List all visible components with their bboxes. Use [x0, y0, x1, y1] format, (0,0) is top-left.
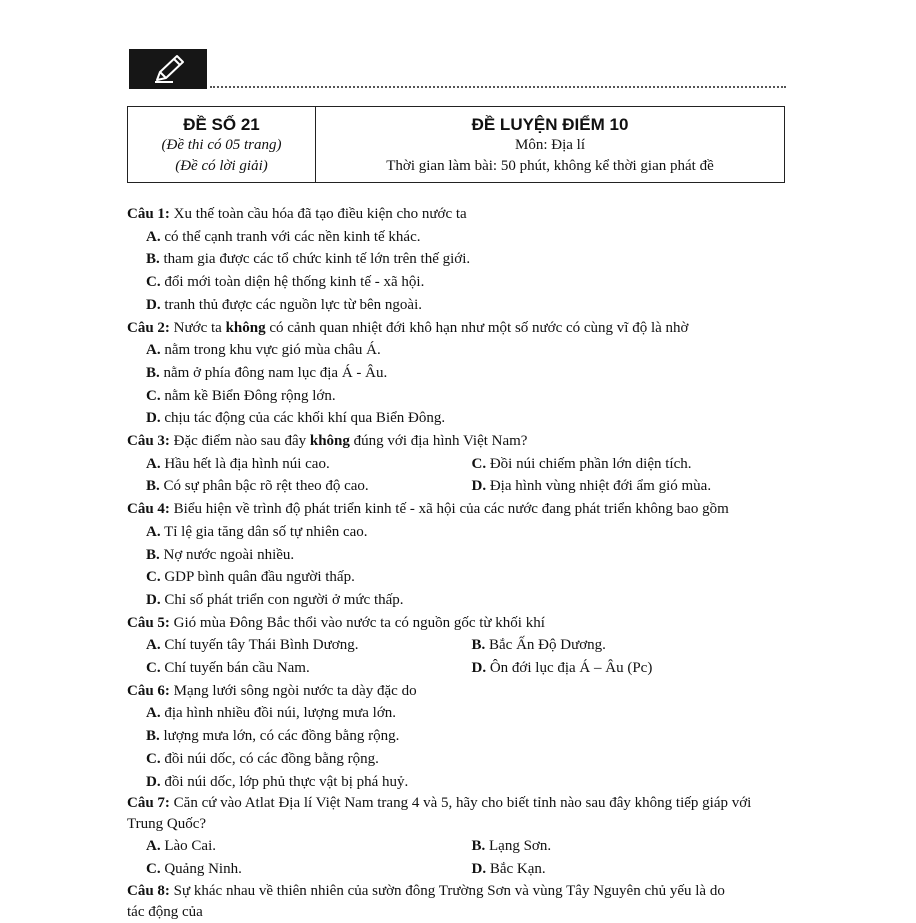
option[interactable]: B. Nợ nước ngoài nhiều.	[146, 546, 295, 563]
option[interactable]: D. chịu tác động của các khối khí qua Biển Đông.	[146, 410, 446, 427]
option[interactable]: A. Lào Cai.	[146, 838, 216, 855]
option-row	[127, 657, 797, 680]
answer-note: (Đề có lời giải)	[175, 158, 268, 174]
option[interactable]: B. tham gia được các tổ chức kinh tế lớn trên thế giới.	[146, 251, 471, 268]
question-8: Câu 8: Sự khác nhau về thiên nhiên của sườn đông Trường Sơn và vùng Tây Nguyên chủ yếu là do tác động của	[127, 882, 725, 920]
option[interactable]: C. nằm kề Biển Đông rộng lớn.	[146, 387, 336, 404]
option[interactable]: D. Bắc Kạn.	[471, 860, 546, 877]
question-3: Câu 3: Đặc điểm nào sau đây không đúng với địa hình Việt Nam?	[127, 433, 528, 450]
option-row	[127, 453, 797, 476]
page-count: (Đề thi có 05 trang)	[161, 137, 282, 153]
option[interactable]: D. Địa hình vùng nhiệt đới ẩm gió mùa.	[471, 478, 712, 495]
exam-header	[127, 106, 785, 183]
question-list	[127, 203, 797, 923]
exam-title: ĐỀ LUYỆN ĐIỂM 10	[471, 115, 629, 134]
exam-subject: Môn: Địa lí	[515, 137, 585, 153]
question-1: Câu 1: Xu thế toàn cầu hóa đã tạo điều kiện cho nước ta	[127, 206, 467, 222]
option[interactable]: B. Có sự phân bậc rõ rệt theo độ cao.	[146, 478, 369, 495]
question-6: Câu 6: Mạng lưới sông ngòi nước ta dày đặc do	[127, 682, 417, 699]
option[interactable]: C. Quảng Ninh.	[146, 860, 242, 877]
option[interactable]: B. Bắc Ấn Độ Dương.	[471, 637, 606, 654]
question-7: Câu 7: Căn cứ vào Atlat Địa lí Việt Nam trang 4 và 5, hãy cho biết tỉnh nào sau đây không tiếp giáp với Trung Quốc?	[127, 795, 752, 833]
pen-icon-box	[129, 49, 207, 89]
option-row	[127, 475, 797, 498]
exam-title-block	[316, 107, 784, 182]
option[interactable]: C. đổi mới toàn diện hệ thống kinh tế - xã hội.	[146, 274, 425, 291]
pencil-icon	[153, 53, 187, 85]
dotted-rule	[210, 86, 786, 88]
option[interactable]: A. có thể cạnh tranh với các nền kinh tế khác.	[146, 228, 421, 245]
option[interactable]: C. Đồi núi chiếm phần lớn diện tích.	[471, 455, 692, 472]
option[interactable]: B. lượng mưa lớn, có các đồng bằng rộng.	[146, 728, 400, 745]
option-row	[127, 634, 797, 657]
option[interactable]: A. Chí tuyến tây Thái Bình Dương.	[146, 637, 359, 654]
option[interactable]: D. Ôn đới lục địa Á – Âu (Pc)	[471, 660, 653, 677]
option[interactable]: B. nằm ở phía đông nam lục địa Á - Âu.	[146, 364, 388, 381]
option[interactable]: D. đồi núi dốc, lớp phủ thực vật bị phá huỷ.	[146, 773, 409, 790]
question-4: Câu 4: Biểu hiện về trình độ phát triển kinh tế - xã hội của các nước đang phát triển không bao gồm	[127, 501, 729, 518]
option[interactable]: C. GDP bình quân đầu người thấp.	[146, 569, 355, 586]
exam-number: ĐỀ SỐ 21	[183, 115, 260, 134]
option[interactable]: A. địa hình nhiều đồi núi, lượng mưa lớn.	[146, 705, 397, 722]
option[interactable]: D. Chỉ số phát triển con người ở mức thấp.	[146, 591, 404, 608]
question-2: Câu 2: Nước ta không có cảnh quan nhiệt đới khô hạn như một số nước có cùng vĩ độ là nhờ	[127, 319, 689, 336]
option[interactable]: D. tranh thủ được các nguồn lực từ bên ngoài.	[146, 296, 423, 313]
option[interactable]: A. nằm trong khu vực gió mùa châu Á.	[146, 342, 381, 359]
option-row	[127, 835, 797, 858]
option[interactable]: B. Lạng Sơn.	[471, 838, 552, 855]
option-row	[127, 858, 797, 881]
option[interactable]: C. Chí tuyến bán cầu Nam.	[146, 660, 310, 677]
option[interactable]: A. Hầu hết là địa hình núi cao.	[146, 455, 330, 472]
option[interactable]: C. đồi núi dốc, có các đồng bằng rộng.	[146, 750, 379, 767]
exam-time: Thời gian làm bài: 50 phút, không kể thời gian phát đề	[386, 158, 714, 174]
exam-info	[128, 107, 316, 182]
question-5: Câu 5: Gió mùa Đông Bắc thổi vào nước ta có nguồn gốc từ khối khí	[127, 614, 545, 631]
option[interactable]: A. Tỉ lệ gia tăng dân số tự nhiên cao.	[146, 523, 368, 540]
